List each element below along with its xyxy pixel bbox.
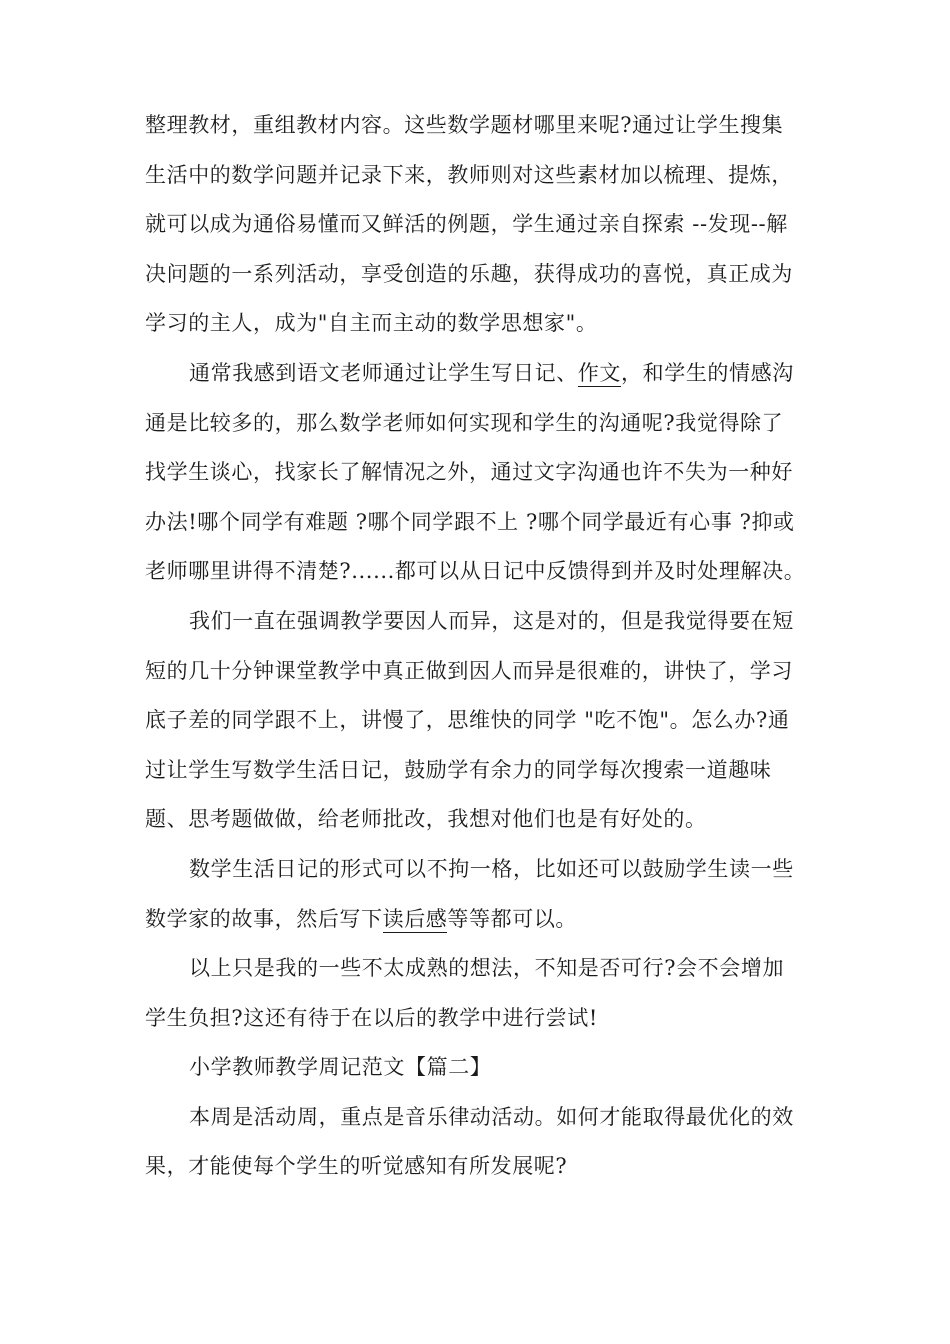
text-line: 老师哪里讲得不清楚?......都可以从日记中反馈得到并及时处理解决。 [145, 559, 806, 584]
text-line: 办法!哪个同学有难题 ?哪个同学跟不上 ?哪个同学最近有心事 ?抑或 [145, 509, 795, 534]
text-line: 我们一直在强调教学要因人而异，这是对的，但是我觉得要在短 [189, 608, 794, 633]
text-line: 以上只是我的一些不太成熟的想法，不知是否可行?会不会增加 [189, 956, 785, 981]
text-span: 数学家的故事，然后写下 [145, 906, 383, 931]
text-line: 就可以成为通俗易懂而又鲜活的例题，学生通过亲自探索 --发现--解 [145, 212, 788, 237]
text-line: 过让学生写数学生活日记，鼓励学有余力的同学每次搜索一道趣味 [145, 757, 772, 782]
paragraph-1 [145, 101, 815, 349]
text-line: 学习的主人，成为"自主而主动的数学思想家"。 [145, 311, 598, 336]
paragraph-2 [145, 349, 815, 597]
text-line: 决问题的一系列活动，享受创造的乐趣，获得成功的喜悦，真正成为 [145, 261, 793, 286]
text-line: 生活中的数学问题并记录下来，教师则对这些素材加以梳理、提炼， [145, 162, 793, 187]
text-line: 果，才能使每个学生的听觉感知有所发展呢? [145, 1154, 568, 1179]
text-line: 底子差的同学跟不上，讲慢了，思维快的同学 "吃不饱"。怎么办?通 [145, 708, 790, 733]
link-duhougan[interactable]: 读后感 [383, 906, 448, 933]
text-line [145, 895, 815, 945]
text-line: 短的几十分钟课堂教学中真正做到因人而异是很难的，讲快了，学习 [145, 658, 793, 683]
paragraph-6 [145, 1093, 815, 1192]
link-zuowen[interactable]: 作文 [578, 360, 621, 387]
paragraph-4 [145, 845, 815, 944]
text-line: 找学生谈心，找家长了解情况之外，通过文字沟通也许不失为一种好 [145, 460, 793, 485]
text-span: ，和学生的情感沟 [621, 360, 794, 385]
paragraph-3 [145, 597, 815, 845]
text-line: 整理教材，重组教材内容。这些数学题材哪里来呢?通过让学生搜集 [145, 113, 784, 137]
text-line: 学生负担?这还有待于在以后的教学中进行尝试! [145, 1005, 598, 1030]
text-line [145, 349, 815, 399]
text-line: 本周是活动周，重点是音乐律动活动。如何才能取得最优化的效 [189, 1104, 794, 1129]
paragraph-5 [145, 944, 815, 1043]
section-heading: 小学教师教学周记范文【篇二】 [189, 1055, 492, 1080]
text-line: 题、思考题做做，给老师批改，我想对他们也是有好处的。 [145, 807, 707, 832]
document-body [145, 101, 815, 1192]
text-span: 等等都可以。 [447, 906, 578, 931]
text-line: 数学生活日记的形式可以不拘一格，比如还可以鼓励学生读一些 [189, 856, 794, 881]
text-line: 通是比较多的，那么数学老师如何实现和学生的沟通呢?我觉得除了 [145, 410, 784, 435]
text-span: 通常我感到语文老师通过让学生写日记、 [189, 360, 578, 385]
